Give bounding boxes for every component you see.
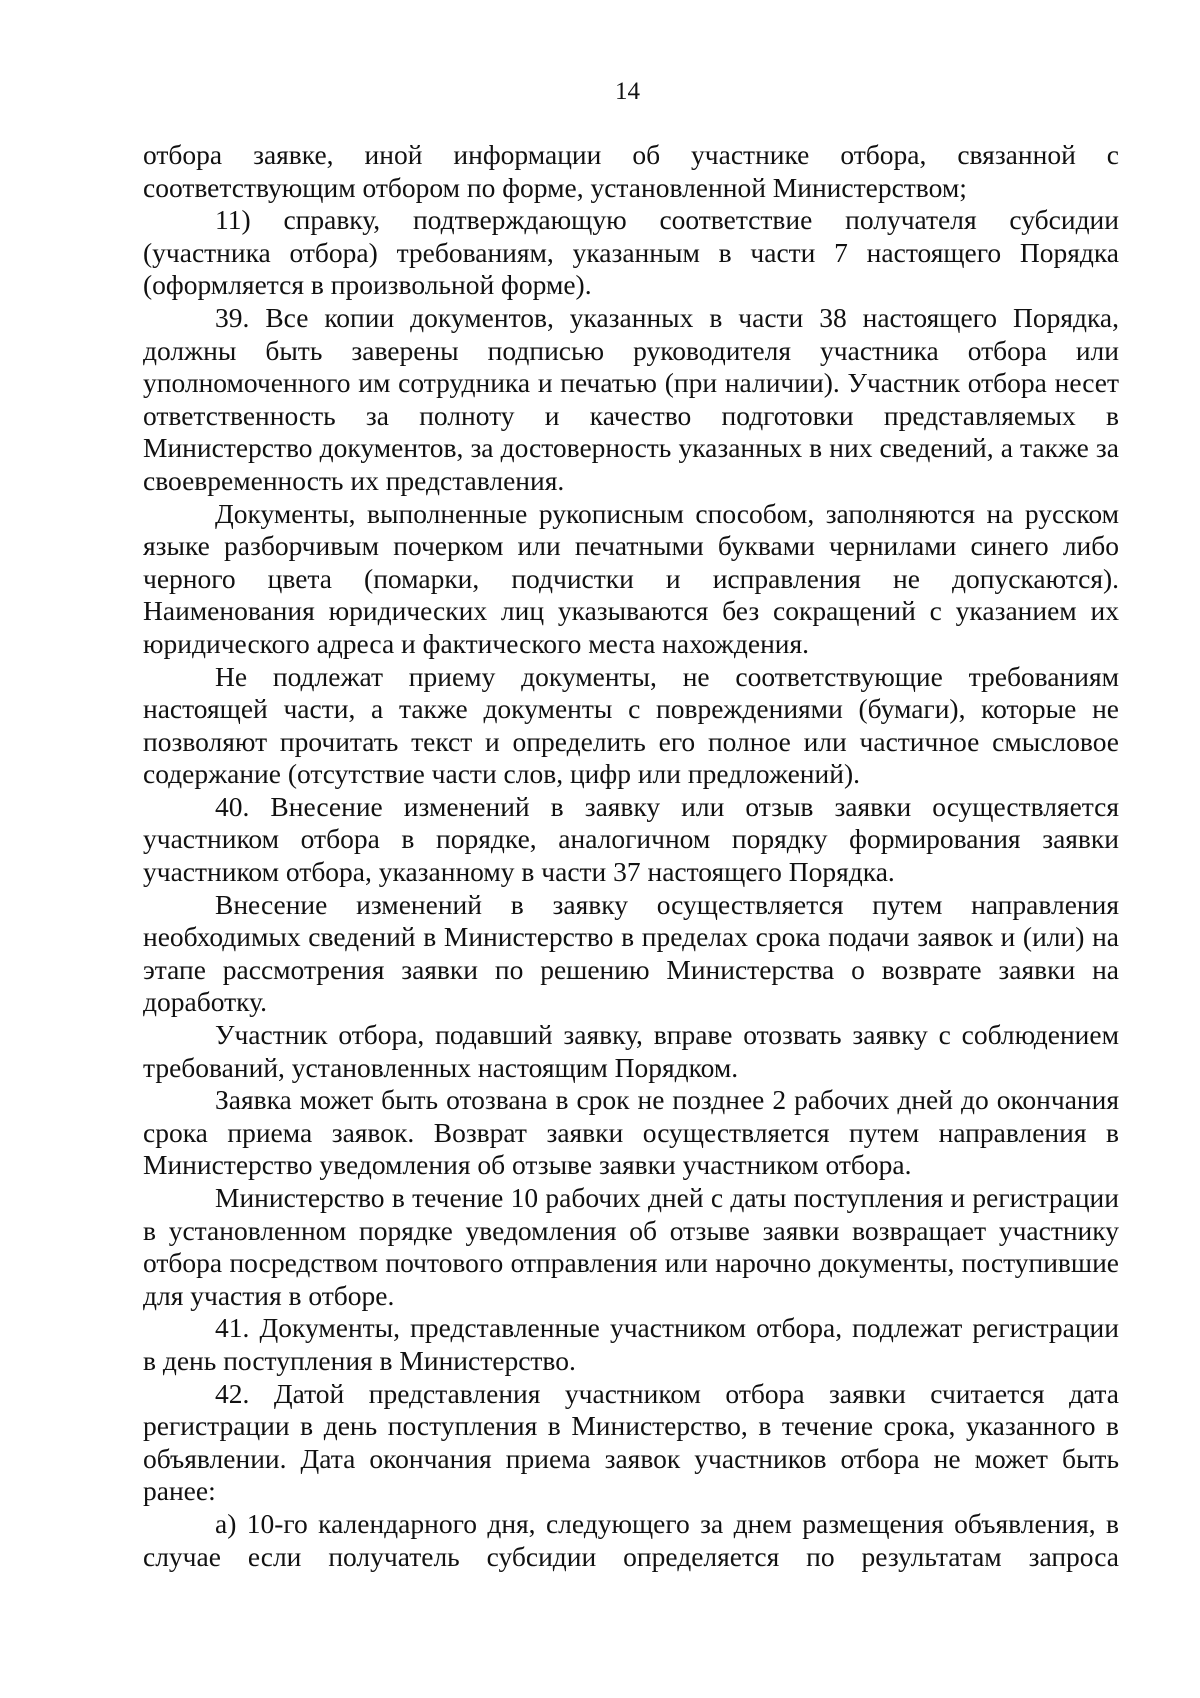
paragraph-changes: Внесение изменений в заявку осуществляется путем направления необходимых сведений в Министерство в пределах срока подачи заявок и (или) на этапе рассмотрения заявки по решению Министерства о возврате заявки на доработку. bbox=[143, 888, 1119, 1018]
paragraph-clause-40: 40. Внесение изменений в заявку или отзыв заявки осуществляется участником отбора в порядке, аналогичном порядку формирования заявки участником отбора, указанному в части 37 настоящего Порядка. bbox=[143, 790, 1119, 888]
paragraph-continuation: отбора заявке, иной информации об участнике отбора, связанной с соответствующим отбором по форме, установленной Министерством; bbox=[143, 139, 1119, 203]
paragraph-handwritten-documents: Документы, выполненные рукописным способом, заполняются на русском языке разборчивым почерком или печатными буквами чернилами синего либо черного цвета (помарки, подчистки и исправления не допускаются). Наименования юридических лиц указываются без сокращений с указанием их юридического адреса и фактического места нахождения. bbox=[143, 497, 1119, 659]
document-body bbox=[143, 139, 1119, 1573]
paragraph-item-11: 11) справку, подтверждающую соответствие получателя субсидии (участника отбора) требованиям, указанным в части 7 настоящего Порядка (оформляется в произвольной форме). bbox=[143, 204, 1119, 301]
paragraph-clause-41: 41. Документы, представленные участником отбора, подлежат регистрации в день поступления в Министерство. bbox=[143, 1312, 1119, 1376]
paragraph-not-accepted: Не подлежат приему документы, не соответствующие требованиям настоящей части, а также документы с повреждениями (бумаги), которые не позволяют прочитать текст и определить его полное или частичное смысловое содержание (отсутствие части слов, цифр или предложений). bbox=[143, 660, 1119, 790]
paragraph-return-documents: Министерство в течение 10 рабочих дней с даты поступления и регистрации в установленном порядке уведомления об отзыве заявки возвращает участнику отбора посредством почтового отправления или нарочно документы, поступившие для участия в отборе. bbox=[143, 1182, 1119, 1311]
paragraph-clause-42: 42. Датой представления участником отбора заявки считается дата регистрации в день поступления в Министерство, в течение срока, указанного в объявлении. Дата окончания приема заявок участников отбора не может быть ранее: bbox=[143, 1377, 1119, 1507]
page-number: 14 bbox=[615, 78, 640, 105]
paragraph-item-a: а) 10-го календарного дня, следующего за днем размещения объявления, в случае если получатель субсидии определяется по результатам запроса bbox=[143, 1507, 1119, 1572]
paragraph-clause-39: 39. Все копии документов, указанных в части 38 настоящего Порядка, должны быть заверены подписью руководителя участника отбора или уполномоченного им сотрудника и печатью (при наличии). Участник отбора несет ответственность за полноту и качество подготовки представляемых в Министерство документов, за достоверность указанных в них сведений, а также за своевременность их представления. bbox=[143, 301, 1119, 496]
paragraph-withdraw-right: Участник отбора, подавший заявку, вправе отозвать заявку с соблюдением требований, установленных настоящим Порядком. bbox=[143, 1019, 1119, 1083]
paragraph-withdraw-deadline: Заявка может быть отозвана в срок не позднее 2 рабочих дней до окончания срока приема заявок. Возврат заявки осуществляется путем направления в Министерство уведомления об отзыве заявки участником отбора. bbox=[143, 1084, 1119, 1181]
